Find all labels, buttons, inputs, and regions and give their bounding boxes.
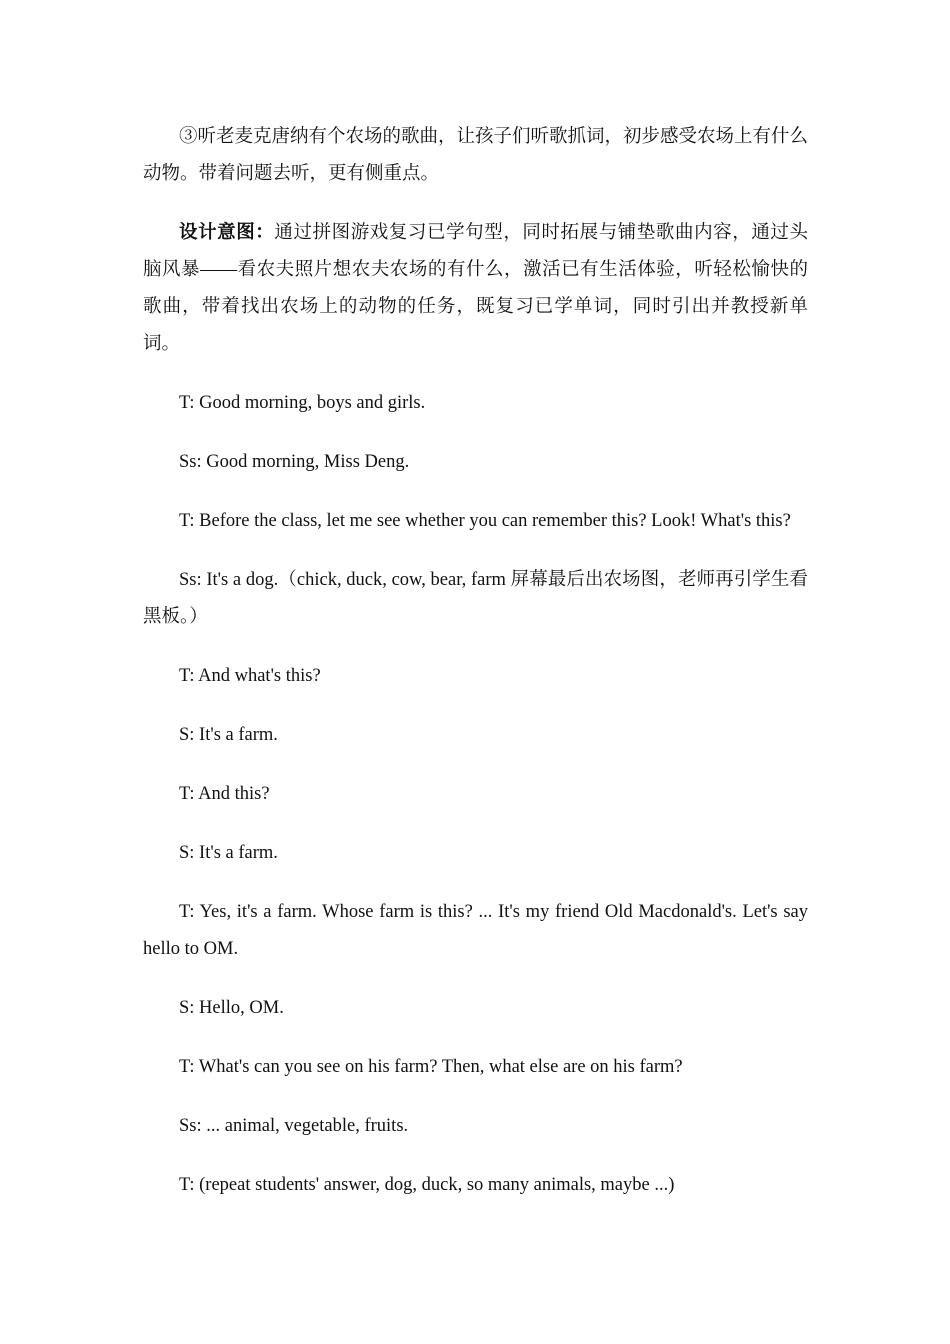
dialogue-line <box>143 894 808 968</box>
dialogue-line <box>143 776 808 813</box>
dialogue-line <box>143 385 808 422</box>
dialogue-line <box>143 1167 808 1204</box>
dialogue-line <box>143 658 808 695</box>
paragraph-text: ③听老麦克唐纳有个农场的歌曲，让孩子们听歌抓词，初步感受农场上有什么动物。带着问题去听，更有侧重点。 <box>143 127 809 184</box>
dialogue-text: Ss: It's a dog.（chick, duck, cow, bear, farm 屏幕最后出农场图，老师再引学生看黑板。） <box>143 570 808 627</box>
dialogue-text: T: Good morning, boys and girls. <box>179 393 426 413</box>
dialogue-text: T: Yes, it's a farm. Whose farm is this? ... It's my friend Old Macdonald's. Let's say hello to OM. <box>143 902 808 959</box>
dialogue-line <box>143 562 808 636</box>
paragraph-design-intent <box>143 215 808 363</box>
dialogue-text: S: It's a farm. <box>179 843 278 863</box>
document-body <box>143 119 808 1226</box>
paragraph-song-listening <box>143 119 808 193</box>
dialogue-line <box>143 990 808 1027</box>
dialogue-text: S: Hello, OM. <box>179 998 284 1018</box>
dialogue-line <box>143 835 808 872</box>
dialogue-line <box>143 444 808 481</box>
design-intent-label: 设计意图： <box>179 223 275 243</box>
dialogue-text: Ss: Good morning, Miss Deng. <box>179 452 410 472</box>
dialogue-text: Ss: ... animal, vegetable, fruits. <box>179 1116 409 1136</box>
dialogue-line <box>143 1049 808 1086</box>
dialogue-text: T: Before the class, let me see whether you can remember this? Look! What's this? <box>179 511 791 531</box>
dialogue-line <box>143 717 808 754</box>
dialogue-line <box>143 1108 808 1145</box>
dialogue-text: T: And this? <box>179 784 270 804</box>
dialogue-line <box>143 503 808 540</box>
dialogue-text: T: (repeat students' answer, dog, duck, so many animals, maybe ...) <box>179 1175 675 1195</box>
dialogue-text: S: It's a farm. <box>179 725 278 745</box>
dialogue-text: T: What's can you see on his farm? Then, what else are on his farm? <box>179 1057 683 1077</box>
dialogue-text: T: And what's this? <box>179 666 321 686</box>
paragraph-text: 通过拼图游戏复习已学句型，同时拓展与铺垫歌曲内容，通过头脑风暴——看农夫照片想农夫农场的有什么，激活已有生活体验，听轻松愉快的歌曲，带着找出农场上的动物的任务，既复习已学单词，同时引出并教授新单词。 <box>143 223 808 354</box>
